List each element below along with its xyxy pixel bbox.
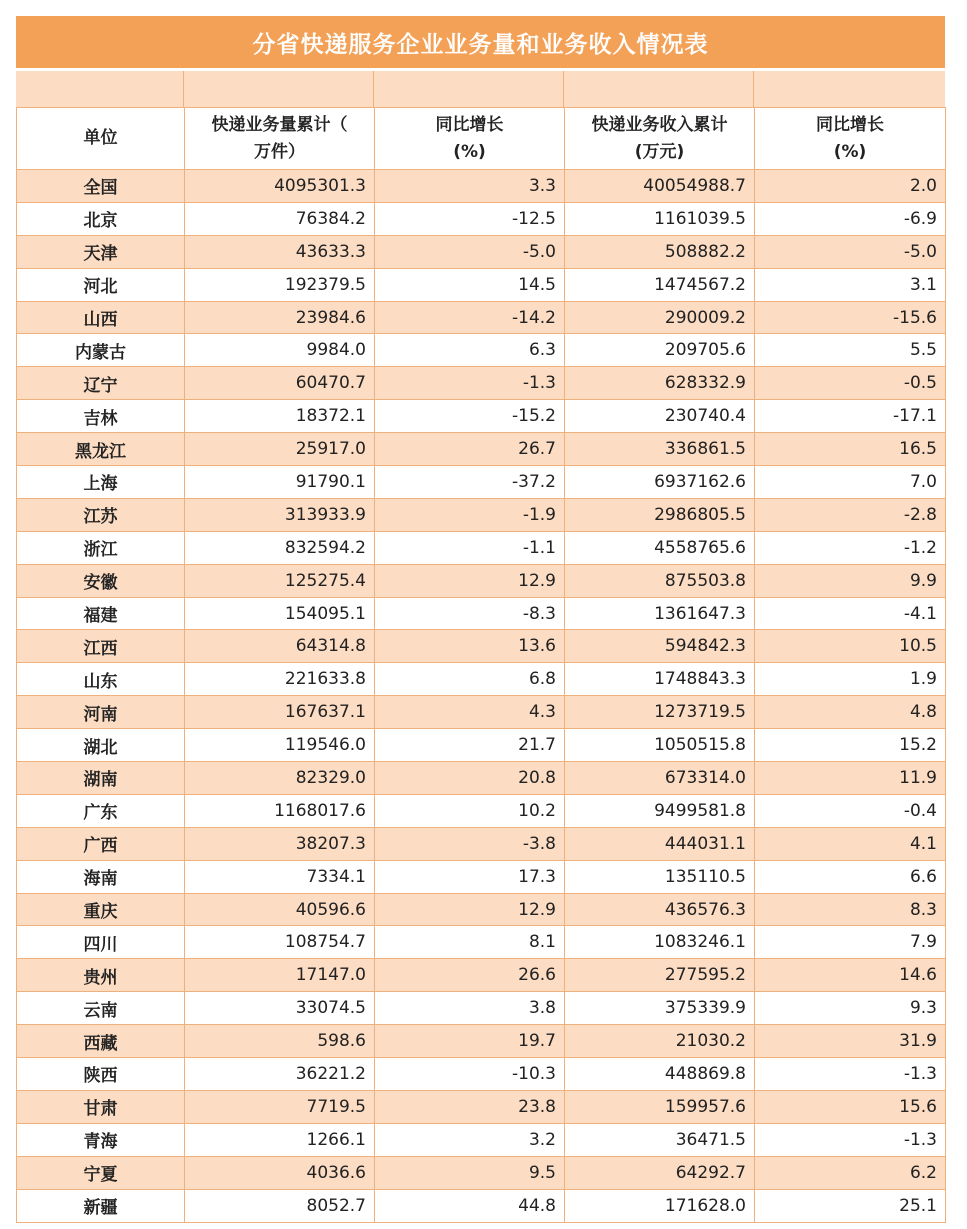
region-cell: 上海: [17, 466, 185, 499]
table-row: [17, 1156, 946, 1189]
volume-cell: 64314.8: [185, 630, 375, 663]
region-cell: 河南: [17, 696, 185, 729]
table-row: [17, 498, 946, 531]
header-revenue-growth-line2: (%): [833, 141, 867, 162]
volume-growth-cell: 13.6: [375, 630, 565, 663]
region-cell: 四川: [17, 926, 185, 959]
volume-growth-cell: -1.1: [375, 531, 565, 564]
revenue-growth-cell: 31.9: [755, 1025, 946, 1058]
revenue-cell: 277595.2: [565, 959, 755, 992]
table-row: [17, 827, 946, 860]
revenue-cell: 135110.5: [565, 860, 755, 893]
band-cell: [564, 71, 754, 107]
revenue-growth-cell: 4.1: [755, 827, 946, 860]
region-cell: 新疆: [17, 1189, 185, 1222]
header-volume-line1: 快递业务量累计（: [211, 114, 348, 135]
region-cell: 湖北: [17, 729, 185, 762]
volume-cell: 119546.0: [185, 729, 375, 762]
revenue-growth-cell: -1.3: [755, 1058, 946, 1091]
volume-cell: 18372.1: [185, 400, 375, 433]
table-row: [17, 334, 946, 367]
table-row: [17, 729, 946, 762]
volume-cell: 76384.2: [185, 202, 375, 235]
band-cell: [184, 71, 374, 107]
revenue-growth-cell: -15.6: [755, 301, 946, 334]
volume-growth-cell: 8.1: [375, 926, 565, 959]
volume-growth-cell: 14.5: [375, 268, 565, 301]
revenue-cell: 875503.8: [565, 564, 755, 597]
revenue-growth-cell: 16.5: [755, 433, 946, 466]
table-row: [17, 1123, 946, 1156]
table-row: [17, 400, 946, 433]
revenue-growth-cell: -2.8: [755, 498, 946, 531]
volume-cell: 40596.6: [185, 893, 375, 926]
table-row: [17, 268, 946, 301]
header-revenue-growth: [755, 108, 946, 170]
table-row: [17, 433, 946, 466]
revenue-growth-cell: 5.5: [755, 334, 946, 367]
header-unit: [17, 108, 185, 170]
revenue-growth-cell: 6.6: [755, 860, 946, 893]
region-cell: 湖南: [17, 762, 185, 795]
volume-growth-cell: 44.8: [375, 1189, 565, 1222]
header-revenue: [565, 108, 755, 170]
table-row: [17, 1090, 946, 1123]
region-cell: 全国: [17, 170, 185, 203]
revenue-growth-cell: 11.9: [755, 762, 946, 795]
header-volume-line2: 万件）: [254, 141, 305, 162]
volume-cell: 167637.1: [185, 696, 375, 729]
region-cell: 山西: [17, 301, 185, 334]
volume-growth-cell: 20.8: [375, 762, 565, 795]
volume-cell: 598.6: [185, 1025, 375, 1058]
volume-growth-cell: 9.5: [375, 1156, 565, 1189]
table-row: [17, 762, 946, 795]
region-cell: 辽宁: [17, 367, 185, 400]
region-cell: 重庆: [17, 893, 185, 926]
revenue-growth-cell: -0.4: [755, 794, 946, 827]
revenue-cell: 36471.5: [565, 1123, 755, 1156]
region-cell: 云南: [17, 992, 185, 1025]
table-row: [17, 663, 946, 696]
revenue-cell: 508882.2: [565, 235, 755, 268]
volume-growth-cell: -10.3: [375, 1058, 565, 1091]
revenue-cell: 171628.0: [565, 1189, 755, 1222]
volume-growth-cell: 4.3: [375, 696, 565, 729]
volume-cell: 25917.0: [185, 433, 375, 466]
volume-cell: 9984.0: [185, 334, 375, 367]
region-cell: 广东: [17, 794, 185, 827]
volume-cell: 23984.6: [185, 301, 375, 334]
revenue-growth-cell: 10.5: [755, 630, 946, 663]
table-row: [17, 630, 946, 663]
revenue-growth-cell: 9.9: [755, 564, 946, 597]
table-row: [17, 367, 946, 400]
table-row: [17, 235, 946, 268]
volume-growth-cell: -12.5: [375, 202, 565, 235]
region-cell: 甘肃: [17, 1090, 185, 1123]
revenue-growth-cell: 4.8: [755, 696, 946, 729]
table-title: 分省快递服务企业业务量和业务收入情况表: [16, 16, 945, 68]
volume-growth-cell: 23.8: [375, 1090, 565, 1123]
volume-growth-cell: -5.0: [375, 235, 565, 268]
revenue-growth-cell: 7.0: [755, 466, 946, 499]
revenue-growth-cell: -1.3: [755, 1123, 946, 1156]
revenue-cell: 336861.5: [565, 433, 755, 466]
revenue-cell: 1748843.3: [565, 663, 755, 696]
revenue-cell: 673314.0: [565, 762, 755, 795]
volume-cell: 33074.5: [185, 992, 375, 1025]
region-cell: 山东: [17, 663, 185, 696]
volume-growth-cell: -15.2: [375, 400, 565, 433]
revenue-growth-cell: 7.9: [755, 926, 946, 959]
volume-growth-cell: -1.9: [375, 498, 565, 531]
band-cell: [374, 71, 564, 107]
band-cell: [16, 71, 184, 107]
revenue-cell: 1474567.2: [565, 268, 755, 301]
table-row: [17, 170, 946, 203]
revenue-growth-cell: 2.0: [755, 170, 946, 203]
region-cell: 陕西: [17, 1058, 185, 1091]
revenue-growth-cell: 8.3: [755, 893, 946, 926]
volume-growth-cell: -8.3: [375, 597, 565, 630]
volume-cell: 4095301.3: [185, 170, 375, 203]
revenue-cell: 1361647.3: [565, 597, 755, 630]
revenue-cell: 1161039.5: [565, 202, 755, 235]
header-volume-growth: [375, 108, 565, 170]
region-cell: 贵州: [17, 959, 185, 992]
table-row: [17, 959, 946, 992]
table-row: [17, 1058, 946, 1091]
region-cell: 黑龙江: [17, 433, 185, 466]
revenue-growth-cell: 6.2: [755, 1156, 946, 1189]
volume-cell: 82329.0: [185, 762, 375, 795]
revenue-cell: 9499581.8: [565, 794, 755, 827]
revenue-growth-cell: -17.1: [755, 400, 946, 433]
region-cell: 广西: [17, 827, 185, 860]
revenue-cell: 1050515.8: [565, 729, 755, 762]
revenue-growth-cell: 14.6: [755, 959, 946, 992]
volume-cell: 43633.3: [185, 235, 375, 268]
volume-growth-cell: 19.7: [375, 1025, 565, 1058]
revenue-growth-cell: 25.1: [755, 1189, 946, 1222]
region-cell: 宁夏: [17, 1156, 185, 1189]
volume-cell: 125275.4: [185, 564, 375, 597]
revenue-cell: 64292.7: [565, 1156, 755, 1189]
revenue-growth-cell: 3.1: [755, 268, 946, 301]
volume-cell: 36221.2: [185, 1058, 375, 1091]
table-row: [17, 860, 946, 893]
table-row: [17, 1189, 946, 1222]
region-cell: 安徽: [17, 564, 185, 597]
volume-growth-cell: 6.8: [375, 663, 565, 696]
volume-cell: 1168017.6: [185, 794, 375, 827]
volume-cell: 221633.8: [185, 663, 375, 696]
volume-growth-cell: 6.3: [375, 334, 565, 367]
table-body: [17, 170, 946, 1223]
volume-cell: 17147.0: [185, 959, 375, 992]
revenue-cell: 594842.3: [565, 630, 755, 663]
volume-growth-cell: 26.7: [375, 433, 565, 466]
band-cell: [754, 71, 945, 107]
volume-cell: 192379.5: [185, 268, 375, 301]
region-cell: 吉林: [17, 400, 185, 433]
volume-cell: 60470.7: [185, 367, 375, 400]
volume-growth-cell: 12.9: [375, 564, 565, 597]
revenue-cell: 290009.2: [565, 301, 755, 334]
revenue-cell: 448869.8: [565, 1058, 755, 1091]
table-row: [17, 696, 946, 729]
revenue-cell: 444031.1: [565, 827, 755, 860]
volume-cell: 7719.5: [185, 1090, 375, 1123]
revenue-cell: 40054988.7: [565, 170, 755, 203]
volume-cell: 832594.2: [185, 531, 375, 564]
volume-growth-cell: 12.9: [375, 893, 565, 926]
table-row: [17, 597, 946, 630]
table-row: [17, 301, 946, 334]
table-row: [17, 531, 946, 564]
revenue-growth-cell: -1.2: [755, 531, 946, 564]
revenue-cell: 230740.4: [565, 400, 755, 433]
revenue-cell: 628332.9: [565, 367, 755, 400]
header-volume-growth-line1: 同比增长: [435, 114, 504, 135]
table-row: [17, 893, 946, 926]
volume-growth-cell: 3.3: [375, 170, 565, 203]
volume-cell: 108754.7: [185, 926, 375, 959]
table-row: [17, 992, 946, 1025]
region-cell: 江苏: [17, 498, 185, 531]
header-unit-label: 单位: [83, 128, 118, 148]
volume-cell: 8052.7: [185, 1189, 375, 1222]
volume-growth-cell: -3.8: [375, 827, 565, 860]
express-table-sheet: [16, 16, 945, 1223]
region-cell: 北京: [17, 202, 185, 235]
region-cell: 西藏: [17, 1025, 185, 1058]
revenue-cell: 375339.9: [565, 992, 755, 1025]
table-row: [17, 794, 946, 827]
header-revenue-line1: 快递业务收入累计: [591, 114, 728, 135]
volume-growth-cell: -14.2: [375, 301, 565, 334]
region-cell: 河北: [17, 268, 185, 301]
revenue-cell: 21030.2: [565, 1025, 755, 1058]
revenue-growth-cell: -0.5: [755, 367, 946, 400]
revenue-cell: 159957.6: [565, 1090, 755, 1123]
revenue-cell: 436576.3: [565, 893, 755, 926]
revenue-growth-cell: 9.3: [755, 992, 946, 1025]
revenue-cell: 2986805.5: [565, 498, 755, 531]
header-volume: [185, 108, 375, 170]
table-row: [17, 1025, 946, 1058]
region-cell: 内蒙古: [17, 334, 185, 367]
region-cell: 福建: [17, 597, 185, 630]
volume-growth-cell: -37.2: [375, 466, 565, 499]
volume-cell: 154095.1: [185, 597, 375, 630]
volume-growth-cell: -1.3: [375, 367, 565, 400]
revenue-cell: 6937162.6: [565, 466, 755, 499]
revenue-cell: 1273719.5: [565, 696, 755, 729]
volume-growth-cell: 3.8: [375, 992, 565, 1025]
volume-growth-cell: 21.7: [375, 729, 565, 762]
table-row: [17, 202, 946, 235]
volume-cell: 1266.1: [185, 1123, 375, 1156]
revenue-growth-cell: 15.6: [755, 1090, 946, 1123]
volume-growth-cell: 26.6: [375, 959, 565, 992]
revenue-cell: 209705.6: [565, 334, 755, 367]
header-revenue-growth-line1: 同比增长: [816, 114, 884, 135]
region-cell: 江西: [17, 630, 185, 663]
revenue-growth-cell: -6.9: [755, 202, 946, 235]
header-band: [16, 68, 945, 107]
volume-growth-cell: 10.2: [375, 794, 565, 827]
revenue-cell: 4558765.6: [565, 531, 755, 564]
region-cell: 青海: [17, 1123, 185, 1156]
volume-cell: 4036.6: [185, 1156, 375, 1189]
header-volume-growth-line2: (%): [453, 141, 486, 162]
revenue-growth-cell: -5.0: [755, 235, 946, 268]
region-cell: 天津: [17, 235, 185, 268]
volume-growth-cell: 17.3: [375, 860, 565, 893]
volume-cell: 7334.1: [185, 860, 375, 893]
header-row: [17, 108, 946, 170]
volume-cell: 91790.1: [185, 466, 375, 499]
volume-cell: 313933.9: [185, 498, 375, 531]
revenue-growth-cell: -4.1: [755, 597, 946, 630]
express-table: [16, 107, 946, 1223]
region-cell: 海南: [17, 860, 185, 893]
table-row: [17, 564, 946, 597]
header-revenue-line2: (万元): [634, 141, 685, 162]
table-row: [17, 926, 946, 959]
revenue-cell: 1083246.1: [565, 926, 755, 959]
volume-growth-cell: 3.2: [375, 1123, 565, 1156]
revenue-growth-cell: 1.9: [755, 663, 946, 696]
volume-cell: 38207.3: [185, 827, 375, 860]
region-cell: 浙江: [17, 531, 185, 564]
table-row: [17, 466, 946, 499]
revenue-growth-cell: 15.2: [755, 729, 946, 762]
